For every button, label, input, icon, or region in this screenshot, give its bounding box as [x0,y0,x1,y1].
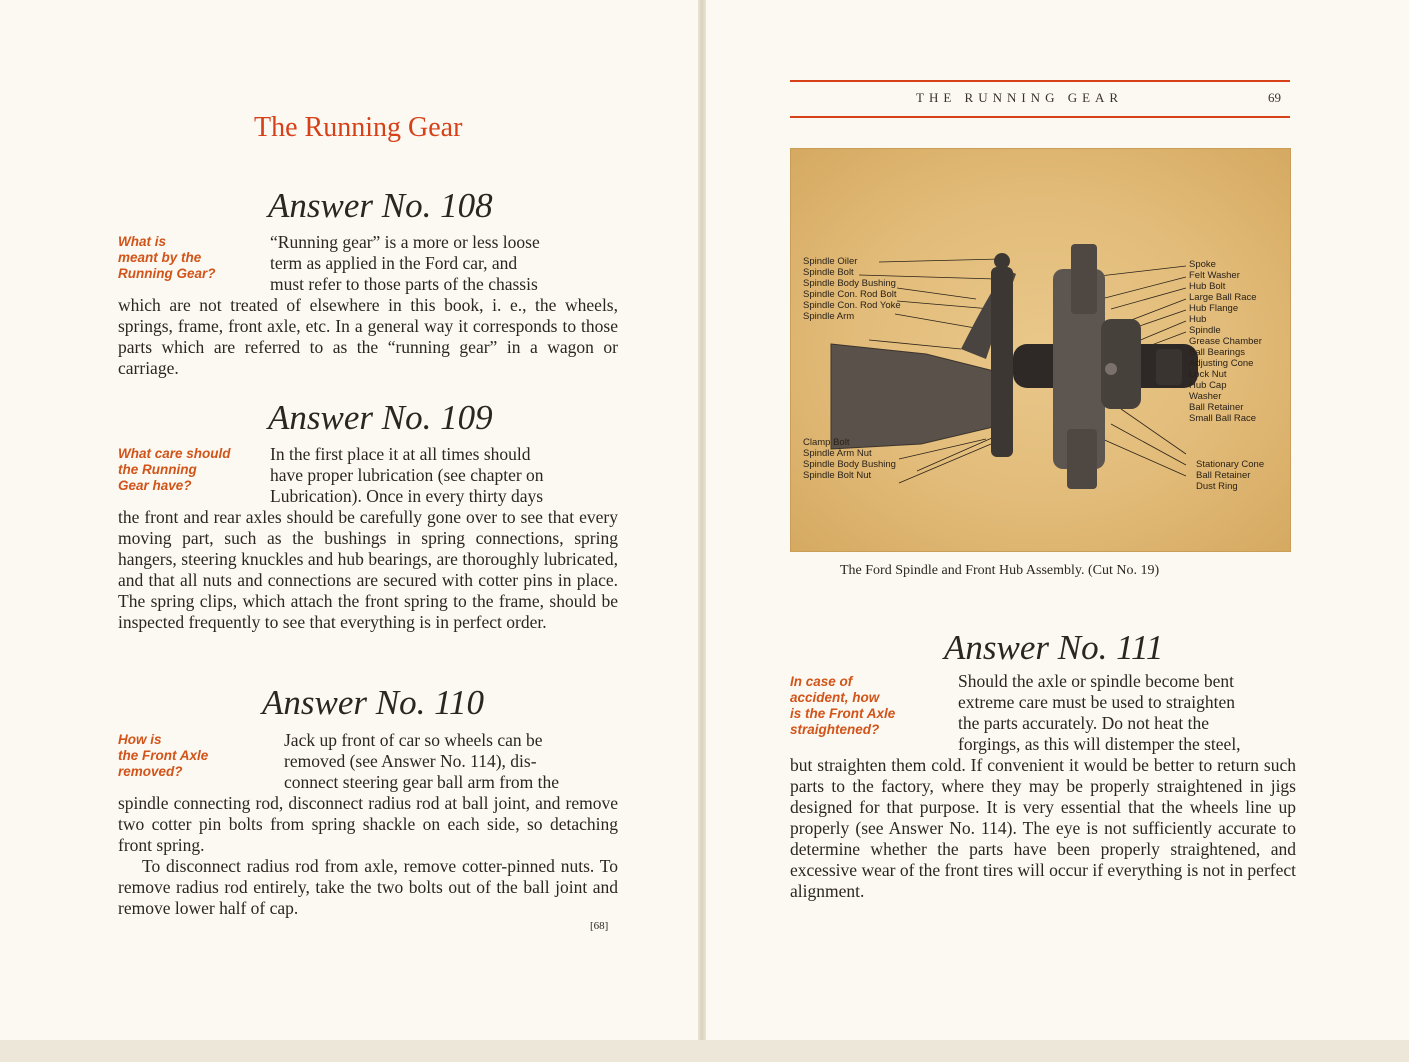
figure-right-labels: Spoke Felt Washer Hub Bolt Large Ball Race Hub Flange Hub Spindle Grease Chamber Ball Bearings Adjusting Cone Lock Nut Hub Cap Washer Ball Retainer Small Ball Race [1189,259,1262,424]
left-page-number: [68] [590,920,609,932]
answer-109-question: What care should the Running Gear have? [118,446,231,493]
right-page-number: 69 [1268,90,1281,105]
answer-110-question: How is the Front Axle removed? [118,732,209,779]
chapter-title: The Running Gear [254,112,463,143]
figure-left-labels: Spindle Oiler Spindle Bolt Spindle Body Bushing Spindle Con. Rod Bolt Spindle Con. Rod Yoke Spindle Arm [803,256,901,322]
answer-110-heading: Answer No. 110 [262,683,484,722]
spindle-hub-figure [790,148,1291,552]
answer-109-body: In the first place it at all times should have proper lubrication (see chapter on Lubrication). Once in every thirty days the front and rear axles should be carefully gone over to see that every moving part, such as the bushings in spring connections, spring hangers, steering knuckles and hub bearings, are thoroughly lubricated, and that all nuts and connections are secured with cotter pins in place. The spring clips, which attach the front spring to the frame, should be inspected frequently to see that everything is in perfect order. [118,444,618,632]
answer-111-body: Should the axle or spindle become bent extreme care must be used to straighten the parts accurately. Do not heat the forgings, as this will distemper the steel, but straighten them cold. If convenient it would be better to return such parts to the factory, where they may be properly straightened in jigs designed for that purpose. It is very essential that the wheels line up properly (see Answer No. 114). The eye is not sufficiently accurate to determine whether the parts have been properly straightened, and excessive wear of the front tires will occur if everything is not in perfect alignment. [790,671,1296,901]
running-head-title: THE RUNNING GEAR [916,90,1124,105]
answer-109-heading: Answer No. 109 [268,398,493,437]
answer-108-body: “Running gear” is a more or less loose term as applied in the Ford car, and must refer to those parts of the chassis which are not treated of elsewhere in this book, i. e., the wheels, springs, frame, front axle, etc. In a general way it corresponds to those parts which are referred to as the “running gear” in a wagon or carriage. [118,232,618,378]
figure-right-lower-labels: Stationary Cone Ball Retainer Dust Ring [1196,459,1265,492]
figure-caption: The Ford Spindle and Front Hub Assembly. (Cut No. 19) [840,563,1160,578]
answer-111-question: In case of accident, how is the Front Axle straightened? [790,674,896,737]
figure-left-lower-labels: Clamp Bolt Spindle Arm Nut Spindle Body Bushing Spindle Bolt Nut [803,437,896,481]
book-gutter [698,0,706,1040]
answer-108-question: What is meant by the Running Gear? [118,234,216,281]
running-head [790,80,1290,118]
bottom-band [0,1040,1409,1062]
answer-111-heading: Answer No. 111 [944,628,1164,667]
answer-108-heading: Answer No. 108 [268,186,493,225]
answer-110-body: Jack up front of car so wheels can be removed (see Answer No. 114), dis- connect steering gear ball arm from the spindle connecting rod, disconnect radius rod at ball joint, and remove two cotter pin bolts from spring shackle on each side, so detaching front spring. To disconnect radius rod from axle, remove cotter-pinned nuts. To remove radius rod entirely, take the two bolts out of the ball joint and remove lower half of cap. [118,730,618,918]
